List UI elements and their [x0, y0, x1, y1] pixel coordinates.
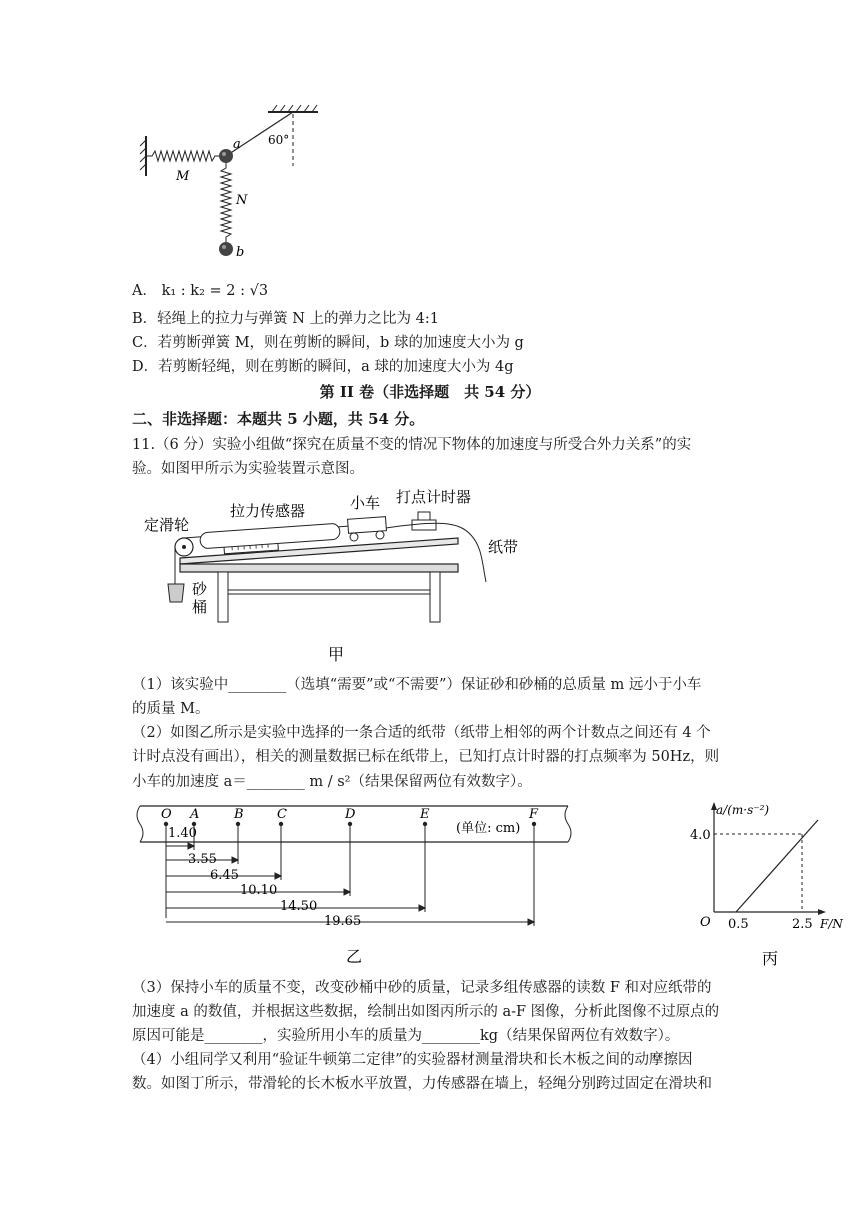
p3-line2: 加速度 a 的数值，并根据这些数据，绘制出如图丙所示的 a-F 图像，分析此图像不过原点的	[132, 1004, 720, 1020]
af-graph-figure	[690, 796, 850, 976]
p3-line3: 原因可能是________，实验所用小车的质量为________kg（结果保留两位有效数字）。	[132, 1028, 680, 1044]
graph-xtick2: 2.5	[792, 917, 813, 932]
apparatus-figure	[140, 482, 540, 667]
q11-line2: 验。如图甲所示为实验装置示意图。	[132, 461, 364, 477]
label-cart: 小车	[350, 494, 381, 512]
spring-system-figure	[130, 100, 350, 270]
label-tape: 纸带	[488, 538, 519, 556]
point-A: A	[190, 807, 200, 822]
label-timer: 打点计时器	[396, 488, 472, 506]
point-E: E	[420, 807, 430, 822]
section-heading: 二、非选择题：本题共 5 小题，共 54 分。	[132, 410, 425, 428]
p1-line2: 的质量 M。	[132, 701, 210, 717]
graph-ytick: 4.0	[690, 828, 711, 843]
tape-unit: (单位: cm)	[456, 821, 521, 836]
p1-line1: （1）该实验中________（选填“需要”或“不需要”）保证砂和砂桶的总质量 m 远小于小车	[132, 677, 702, 693]
section-title: 第 II 卷（非选择题 共 54 分）	[319, 383, 541, 401]
graph-xtick1: 0.5	[728, 917, 749, 932]
graph-origin: O	[700, 915, 711, 930]
label-M: M	[176, 169, 190, 184]
option-a: A． k₁ : k₂ = 2 : √3	[132, 283, 269, 299]
label-bucket2: 桶	[192, 598, 208, 616]
dist-OE: 14.50	[280, 899, 318, 914]
point-O: O	[161, 807, 172, 822]
option-d: D．若剪断轻绳，则在剪断的瞬间，a 球的加速度大小为 4g	[132, 359, 514, 375]
point-F: F	[529, 807, 539, 822]
option-c: C．若剪断弹簧 M，则在剪断的瞬间，b 球的加速度大小为 g	[132, 335, 524, 351]
p2-line3: 小车的加速度 a＝________ m / s²（结果保留两位有效数字）。	[132, 774, 532, 790]
graph-xlabel: F/N	[820, 917, 843, 931]
label-bucket1: 砂	[192, 580, 208, 598]
p4-line1: （4）小组同学又利用“验证牛顿第二定律”的实验器材测量滑块和长木板之间的动摩擦因	[132, 1052, 693, 1068]
p3-line1: （3）保持小车的质量不变，改变砂桶中砂的质量，记录多组传感器的读数 F 和对应纸带的	[132, 980, 712, 996]
p4-line2: 数。如图丁所示，带滑轮的长木板水平放置，力传感器在墙上，轻绳分别跨过固定在滑块和	[132, 1076, 712, 1092]
label-N: N	[236, 193, 248, 208]
dist-OD: 10.10	[240, 883, 278, 898]
option-b: B．轻绳上的拉力与弹簧 N 上的弹力之比为 4:1	[132, 311, 440, 327]
label-sensor: 拉力传感器	[230, 502, 306, 520]
dist-OA: 1.40	[168, 826, 197, 841]
dist-OB: 3.55	[188, 852, 217, 867]
label-b: b	[236, 245, 245, 260]
caption-yi: 乙	[346, 947, 363, 966]
label-angle: 60°	[268, 133, 290, 147]
label-a: a	[233, 137, 241, 152]
p2-line2: 计时点没有画出），相关的测量数据已标在纸带上，已知打点计时器的打点频率为 50Hz，则	[132, 749, 720, 765]
tape-figure	[128, 798, 578, 968]
graph-ylabel: a/(m·s⁻²)	[716, 803, 770, 817]
dist-OC: 6.45	[210, 868, 239, 883]
caption-jia: 甲	[328, 645, 345, 664]
label-pulley: 定滑轮	[144, 516, 190, 534]
p2-line1: （2）如图乙所示是实验中选择的一条合适的纸带（纸带上相邻的两个计数点之间还有 4 个	[132, 725, 711, 741]
point-D: D	[345, 807, 356, 822]
dist-OF: 19.65	[324, 914, 362, 929]
point-B: B	[234, 807, 244, 822]
point-C: C	[277, 807, 287, 822]
caption-bing: 丙	[762, 949, 779, 968]
q11-line1: 11.（6 分）实验小组做“探究在质量不变的情况下物体的加速度与所受合外力关系”的实	[132, 437, 692, 453]
